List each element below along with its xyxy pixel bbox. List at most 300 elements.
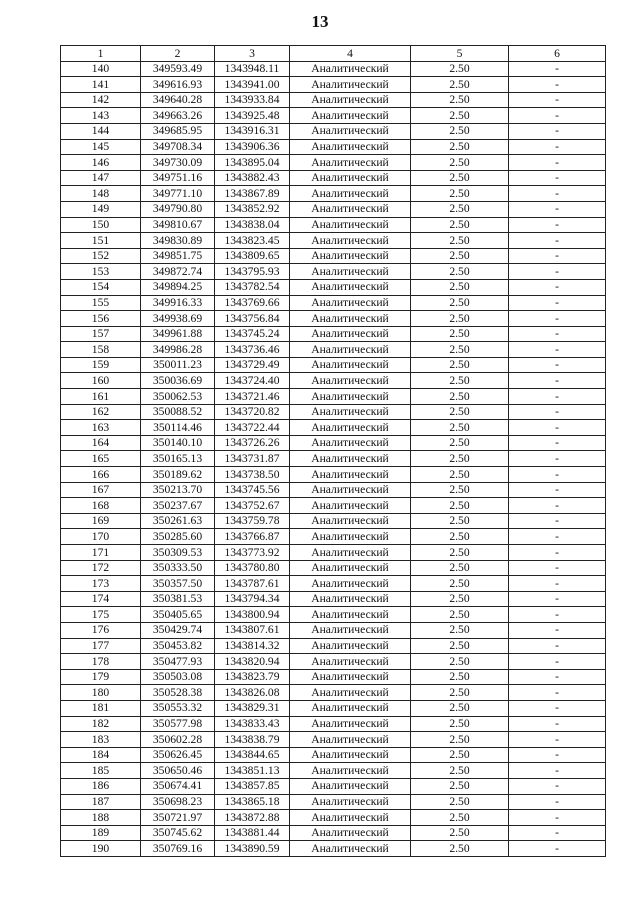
- table-header: [61, 46, 606, 62]
- x-coordinate-cell: 349938.69: [141, 311, 215, 327]
- note-cell: -: [509, 170, 606, 186]
- note-cell: -: [509, 108, 606, 124]
- accuracy-cell: 2.50: [411, 264, 509, 280]
- method-cell: Аналитический: [290, 342, 411, 358]
- table-row: [61, 108, 606, 124]
- accuracy-cell: 2.50: [411, 123, 509, 139]
- method-cell: Аналитический: [290, 560, 411, 576]
- table-row: [61, 591, 606, 607]
- coordinates-table: [60, 45, 606, 857]
- point-number-cell: 173: [61, 576, 141, 592]
- x-coordinate-cell: 350602.28: [141, 732, 215, 748]
- accuracy-cell: 2.50: [411, 248, 509, 264]
- y-coordinate-cell: 1343794.34: [215, 591, 290, 607]
- point-number-cell: 140: [61, 61, 141, 77]
- point-number-cell: 187: [61, 794, 141, 810]
- note-cell: -: [509, 810, 606, 826]
- y-coordinate-cell: 1343895.04: [215, 155, 290, 171]
- accuracy-cell: 2.50: [411, 451, 509, 467]
- accuracy-cell: 2.50: [411, 622, 509, 638]
- accuracy-cell: 2.50: [411, 326, 509, 342]
- column-header-2: 2: [141, 46, 215, 62]
- y-coordinate-cell: 1343844.65: [215, 747, 290, 763]
- y-coordinate-cell: 1343882.43: [215, 170, 290, 186]
- note-cell: -: [509, 622, 606, 638]
- accuracy-cell: 2.50: [411, 825, 509, 841]
- method-cell: Аналитический: [290, 373, 411, 389]
- y-coordinate-cell: 1343823.45: [215, 233, 290, 249]
- note-cell: -: [509, 498, 606, 514]
- method-cell: Аналитический: [290, 794, 411, 810]
- x-coordinate-cell: 350011.23: [141, 357, 215, 373]
- y-coordinate-cell: 1343933.84: [215, 92, 290, 108]
- point-number-cell: 151: [61, 233, 141, 249]
- x-coordinate-cell: 350674.41: [141, 778, 215, 794]
- point-number-cell: 145: [61, 139, 141, 155]
- accuracy-cell: 2.50: [411, 311, 509, 327]
- y-coordinate-cell: 1343867.89: [215, 186, 290, 202]
- accuracy-cell: 2.50: [411, 545, 509, 561]
- accuracy-cell: 2.50: [411, 482, 509, 498]
- table-row: [61, 810, 606, 826]
- x-coordinate-cell: 350036.69: [141, 373, 215, 389]
- table-row: [61, 529, 606, 545]
- y-coordinate-cell: 1343766.87: [215, 529, 290, 545]
- column-header-4: 4: [290, 46, 411, 62]
- accuracy-cell: 2.50: [411, 467, 509, 483]
- note-cell: -: [509, 233, 606, 249]
- table-row: [61, 700, 606, 716]
- table-row: [61, 747, 606, 763]
- accuracy-cell: 2.50: [411, 560, 509, 576]
- accuracy-cell: 2.50: [411, 77, 509, 93]
- point-number-cell: 144: [61, 123, 141, 139]
- note-cell: -: [509, 747, 606, 763]
- y-coordinate-cell: 1343807.61: [215, 622, 290, 638]
- table-row: [61, 77, 606, 93]
- y-coordinate-cell: 1343795.93: [215, 264, 290, 280]
- table-row: [61, 685, 606, 701]
- table-row: [61, 155, 606, 171]
- x-coordinate-cell: 350309.53: [141, 545, 215, 561]
- point-number-cell: 182: [61, 716, 141, 732]
- y-coordinate-cell: 1343906.36: [215, 139, 290, 155]
- table-row: [61, 498, 606, 514]
- point-number-cell: 163: [61, 420, 141, 436]
- method-cell: Аналитический: [290, 186, 411, 202]
- note-cell: -: [509, 794, 606, 810]
- y-coordinate-cell: 1343722.44: [215, 420, 290, 436]
- point-number-cell: 154: [61, 279, 141, 295]
- method-cell: Аналитический: [290, 264, 411, 280]
- method-cell: Аналитический: [290, 607, 411, 623]
- method-cell: Аналитический: [290, 170, 411, 186]
- point-number-cell: 169: [61, 513, 141, 529]
- point-number-cell: 190: [61, 841, 141, 857]
- y-coordinate-cell: 1343890.59: [215, 841, 290, 857]
- point-number-cell: 170: [61, 529, 141, 545]
- y-coordinate-cell: 1343826.08: [215, 685, 290, 701]
- note-cell: -: [509, 326, 606, 342]
- note-cell: -: [509, 560, 606, 576]
- accuracy-cell: 2.50: [411, 233, 509, 249]
- y-coordinate-cell: 1343852.92: [215, 201, 290, 217]
- point-number-cell: 168: [61, 498, 141, 514]
- accuracy-cell: 2.50: [411, 669, 509, 685]
- column-header-6: 6: [509, 46, 606, 62]
- note-cell: -: [509, 669, 606, 685]
- x-coordinate-cell: 349810.67: [141, 217, 215, 233]
- table-row: [61, 357, 606, 373]
- note-cell: -: [509, 576, 606, 592]
- x-coordinate-cell: 350577.98: [141, 716, 215, 732]
- x-coordinate-cell: 349790.80: [141, 201, 215, 217]
- note-cell: -: [509, 357, 606, 373]
- method-cell: Аналитический: [290, 357, 411, 373]
- table-row: [61, 763, 606, 779]
- method-cell: Аналитический: [290, 763, 411, 779]
- accuracy-cell: 2.50: [411, 841, 509, 857]
- table-row: [61, 326, 606, 342]
- y-coordinate-cell: 1343759.78: [215, 513, 290, 529]
- table-row: [61, 373, 606, 389]
- accuracy-cell: 2.50: [411, 217, 509, 233]
- table-row: [61, 217, 606, 233]
- table-row: [61, 404, 606, 420]
- note-cell: -: [509, 467, 606, 483]
- y-coordinate-cell: 1343865.18: [215, 794, 290, 810]
- note-cell: -: [509, 92, 606, 108]
- y-coordinate-cell: 1343721.46: [215, 389, 290, 405]
- note-cell: -: [509, 139, 606, 155]
- table-row: [61, 638, 606, 654]
- point-number-cell: 161: [61, 389, 141, 405]
- method-cell: Аналитический: [290, 435, 411, 451]
- table-row: [61, 607, 606, 623]
- y-coordinate-cell: 1343872.88: [215, 810, 290, 826]
- point-number-cell: 152: [61, 248, 141, 264]
- method-cell: Аналитический: [290, 482, 411, 498]
- accuracy-cell: 2.50: [411, 435, 509, 451]
- table-row: [61, 92, 606, 108]
- point-number-cell: 181: [61, 700, 141, 716]
- method-cell: Аналитический: [290, 841, 411, 857]
- method-cell: Аналитический: [290, 61, 411, 77]
- table-row: [61, 295, 606, 311]
- y-coordinate-cell: 1343857.85: [215, 778, 290, 794]
- y-coordinate-cell: 1343738.50: [215, 467, 290, 483]
- x-coordinate-cell: 349730.09: [141, 155, 215, 171]
- table-row: [61, 545, 606, 561]
- note-cell: -: [509, 591, 606, 607]
- method-cell: Аналитический: [290, 576, 411, 592]
- note-cell: -: [509, 700, 606, 716]
- note-cell: -: [509, 841, 606, 857]
- point-number-cell: 186: [61, 778, 141, 794]
- point-number-cell: 141: [61, 77, 141, 93]
- point-number-cell: 171: [61, 545, 141, 561]
- y-coordinate-cell: 1343820.94: [215, 654, 290, 670]
- x-coordinate-cell: 350769.16: [141, 841, 215, 857]
- accuracy-cell: 2.50: [411, 763, 509, 779]
- note-cell: -: [509, 825, 606, 841]
- note-cell: -: [509, 654, 606, 670]
- x-coordinate-cell: 350062.53: [141, 389, 215, 405]
- x-coordinate-cell: 350528.38: [141, 685, 215, 701]
- point-number-cell: 150: [61, 217, 141, 233]
- method-cell: Аналитический: [290, 201, 411, 217]
- note-cell: -: [509, 451, 606, 467]
- method-cell: Аналитический: [290, 778, 411, 794]
- table-body: [61, 61, 606, 856]
- point-number-cell: 185: [61, 763, 141, 779]
- note-cell: -: [509, 155, 606, 171]
- table-row: [61, 794, 606, 810]
- x-coordinate-cell: 350140.10: [141, 435, 215, 451]
- x-coordinate-cell: 349894.25: [141, 279, 215, 295]
- accuracy-cell: 2.50: [411, 92, 509, 108]
- table-row: [61, 170, 606, 186]
- note-cell: -: [509, 295, 606, 311]
- y-coordinate-cell: 1343752.67: [215, 498, 290, 514]
- x-coordinate-cell: 350213.70: [141, 482, 215, 498]
- table-row: [61, 389, 606, 405]
- x-coordinate-cell: 350237.67: [141, 498, 215, 514]
- y-coordinate-cell: 1343941.00: [215, 77, 290, 93]
- note-cell: -: [509, 389, 606, 405]
- point-number-cell: 156: [61, 311, 141, 327]
- x-coordinate-cell: 350189.62: [141, 467, 215, 483]
- table-row: [61, 139, 606, 155]
- x-coordinate-cell: 350698.23: [141, 794, 215, 810]
- note-cell: -: [509, 778, 606, 794]
- x-coordinate-cell: 349916.33: [141, 295, 215, 311]
- method-cell: Аналитический: [290, 669, 411, 685]
- table-row: [61, 435, 606, 451]
- accuracy-cell: 2.50: [411, 186, 509, 202]
- accuracy-cell: 2.50: [411, 420, 509, 436]
- accuracy-cell: 2.50: [411, 747, 509, 763]
- point-number-cell: 179: [61, 669, 141, 685]
- accuracy-cell: 2.50: [411, 716, 509, 732]
- method-cell: Аналитический: [290, 217, 411, 233]
- note-cell: -: [509, 279, 606, 295]
- method-cell: Аналитический: [290, 654, 411, 670]
- note-cell: -: [509, 123, 606, 139]
- accuracy-cell: 2.50: [411, 576, 509, 592]
- y-coordinate-cell: 1343916.31: [215, 123, 290, 139]
- x-coordinate-cell: 350650.46: [141, 763, 215, 779]
- point-number-cell: 159: [61, 357, 141, 373]
- table-row: [61, 825, 606, 841]
- x-coordinate-cell: 349663.26: [141, 108, 215, 124]
- table-row: [61, 622, 606, 638]
- note-cell: -: [509, 638, 606, 654]
- note-cell: -: [509, 716, 606, 732]
- point-number-cell: 189: [61, 825, 141, 841]
- table-row: [61, 576, 606, 592]
- note-cell: -: [509, 685, 606, 701]
- accuracy-cell: 2.50: [411, 170, 509, 186]
- accuracy-cell: 2.50: [411, 373, 509, 389]
- x-coordinate-cell: 349685.95: [141, 123, 215, 139]
- y-coordinate-cell: 1343800.94: [215, 607, 290, 623]
- method-cell: Аналитический: [290, 825, 411, 841]
- point-number-cell: 157: [61, 326, 141, 342]
- point-number-cell: 166: [61, 467, 141, 483]
- method-cell: Аналитический: [290, 123, 411, 139]
- table-row: [61, 482, 606, 498]
- point-number-cell: 143: [61, 108, 141, 124]
- method-cell: Аналитический: [290, 716, 411, 732]
- x-coordinate-cell: 350381.53: [141, 591, 215, 607]
- x-coordinate-cell: 350477.93: [141, 654, 215, 670]
- accuracy-cell: 2.50: [411, 810, 509, 826]
- x-coordinate-cell: 349872.74: [141, 264, 215, 280]
- table-row: [61, 467, 606, 483]
- accuracy-cell: 2.50: [411, 498, 509, 514]
- y-coordinate-cell: 1343726.26: [215, 435, 290, 451]
- point-number-cell: 147: [61, 170, 141, 186]
- method-cell: Аналитический: [290, 92, 411, 108]
- y-coordinate-cell: 1343838.79: [215, 732, 290, 748]
- x-coordinate-cell: 350357.50: [141, 576, 215, 592]
- point-number-cell: 165: [61, 451, 141, 467]
- method-cell: Аналитический: [290, 622, 411, 638]
- accuracy-cell: 2.50: [411, 513, 509, 529]
- point-number-cell: 188: [61, 810, 141, 826]
- note-cell: -: [509, 763, 606, 779]
- y-coordinate-cell: 1343809.65: [215, 248, 290, 264]
- point-number-cell: 167: [61, 482, 141, 498]
- x-coordinate-cell: 349851.75: [141, 248, 215, 264]
- method-cell: Аналитический: [290, 467, 411, 483]
- x-coordinate-cell: 350261.63: [141, 513, 215, 529]
- y-coordinate-cell: 1343838.04: [215, 217, 290, 233]
- y-coordinate-cell: 1343729.49: [215, 357, 290, 373]
- accuracy-cell: 2.50: [411, 139, 509, 155]
- x-coordinate-cell: 350553.32: [141, 700, 215, 716]
- point-number-cell: 176: [61, 622, 141, 638]
- x-coordinate-cell: 349751.16: [141, 170, 215, 186]
- x-coordinate-cell: 350503.08: [141, 669, 215, 685]
- accuracy-cell: 2.50: [411, 357, 509, 373]
- y-coordinate-cell: 1343823.79: [215, 669, 290, 685]
- point-number-cell: 164: [61, 435, 141, 451]
- method-cell: Аналитический: [290, 545, 411, 561]
- table-row: [61, 669, 606, 685]
- y-coordinate-cell: 1343745.56: [215, 482, 290, 498]
- accuracy-cell: 2.50: [411, 201, 509, 217]
- x-coordinate-cell: 350429.74: [141, 622, 215, 638]
- accuracy-cell: 2.50: [411, 529, 509, 545]
- method-cell: Аналитический: [290, 420, 411, 436]
- method-cell: Аналитический: [290, 732, 411, 748]
- accuracy-cell: 2.50: [411, 295, 509, 311]
- x-coordinate-cell: 350333.50: [141, 560, 215, 576]
- accuracy-cell: 2.50: [411, 61, 509, 77]
- table-row: [61, 560, 606, 576]
- x-coordinate-cell: 349593.49: [141, 61, 215, 77]
- accuracy-cell: 2.50: [411, 591, 509, 607]
- note-cell: -: [509, 342, 606, 358]
- x-coordinate-cell: 349986.28: [141, 342, 215, 358]
- note-cell: -: [509, 482, 606, 498]
- method-cell: Аналитический: [290, 747, 411, 763]
- method-cell: Аналитический: [290, 108, 411, 124]
- method-cell: Аналитический: [290, 685, 411, 701]
- y-coordinate-cell: 1343829.31: [215, 700, 290, 716]
- accuracy-cell: 2.50: [411, 654, 509, 670]
- x-coordinate-cell: 350721.97: [141, 810, 215, 826]
- table-row: [61, 513, 606, 529]
- y-coordinate-cell: 1343780.80: [215, 560, 290, 576]
- accuracy-cell: 2.50: [411, 685, 509, 701]
- point-number-cell: 149: [61, 201, 141, 217]
- accuracy-cell: 2.50: [411, 778, 509, 794]
- x-coordinate-cell: 350453.82: [141, 638, 215, 654]
- note-cell: -: [509, 373, 606, 389]
- point-number-cell: 146: [61, 155, 141, 171]
- method-cell: Аналитический: [290, 248, 411, 264]
- x-coordinate-cell: 349830.89: [141, 233, 215, 249]
- method-cell: Аналитический: [290, 311, 411, 327]
- point-number-cell: 142: [61, 92, 141, 108]
- accuracy-cell: 2.50: [411, 794, 509, 810]
- method-cell: Аналитический: [290, 404, 411, 420]
- table-row: [61, 233, 606, 249]
- y-coordinate-cell: 1343731.87: [215, 451, 290, 467]
- column-header-3: 3: [215, 46, 290, 62]
- accuracy-cell: 2.50: [411, 404, 509, 420]
- point-number-cell: 148: [61, 186, 141, 202]
- x-coordinate-cell: 349771.10: [141, 186, 215, 202]
- table-row: [61, 201, 606, 217]
- accuracy-cell: 2.50: [411, 342, 509, 358]
- x-coordinate-cell: 350405.65: [141, 607, 215, 623]
- note-cell: -: [509, 61, 606, 77]
- header-row: [61, 46, 606, 62]
- page-number: 13: [311, 12, 329, 31]
- note-cell: -: [509, 529, 606, 545]
- y-coordinate-cell: 1343814.32: [215, 638, 290, 654]
- method-cell: Аналитический: [290, 513, 411, 529]
- point-number-cell: 180: [61, 685, 141, 701]
- note-cell: -: [509, 545, 606, 561]
- note-cell: -: [509, 404, 606, 420]
- table-row: [61, 654, 606, 670]
- x-coordinate-cell: 350165.13: [141, 451, 215, 467]
- method-cell: Аналитический: [290, 279, 411, 295]
- point-number-cell: 178: [61, 654, 141, 670]
- column-header-1: 1: [61, 46, 141, 62]
- x-coordinate-cell: 349640.28: [141, 92, 215, 108]
- y-coordinate-cell: 1343745.24: [215, 326, 290, 342]
- y-coordinate-cell: 1343881.44: [215, 825, 290, 841]
- table-row: [61, 732, 606, 748]
- table-row: [61, 342, 606, 358]
- y-coordinate-cell: 1343769.66: [215, 295, 290, 311]
- note-cell: -: [509, 264, 606, 280]
- table-row: [61, 186, 606, 202]
- point-number-cell: 158: [61, 342, 141, 358]
- table-row: [61, 778, 606, 794]
- table-row: [61, 716, 606, 732]
- accuracy-cell: 2.50: [411, 389, 509, 405]
- method-cell: Аналитический: [290, 295, 411, 311]
- accuracy-cell: 2.50: [411, 732, 509, 748]
- y-coordinate-cell: 1343720.82: [215, 404, 290, 420]
